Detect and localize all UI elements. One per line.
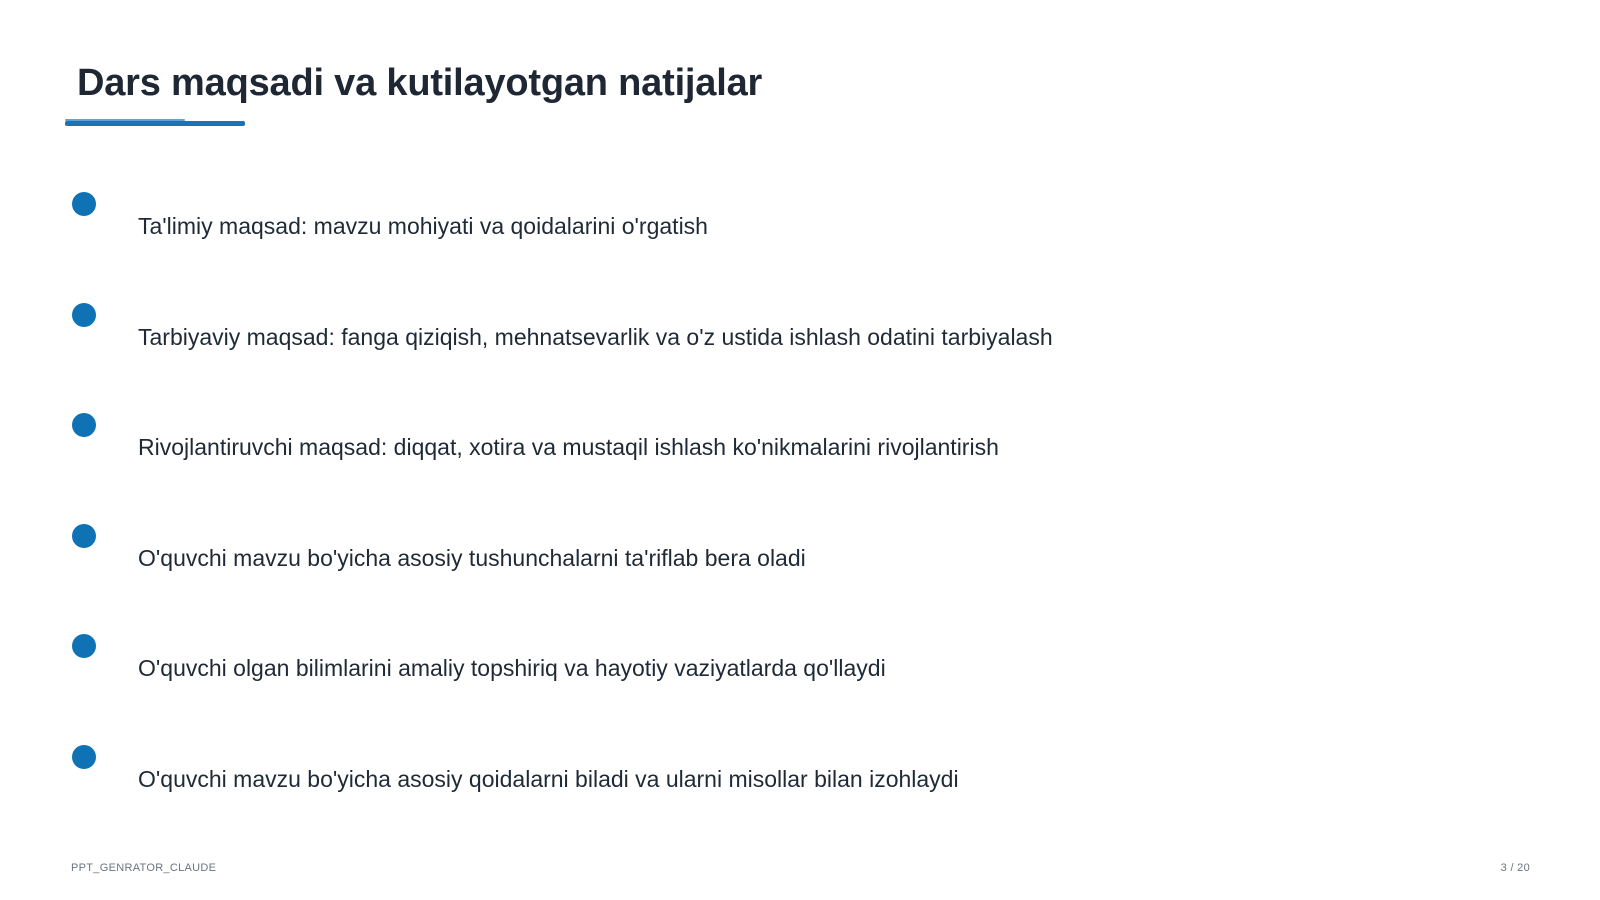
bullet-text: O'quvchi olgan bilimlarini amaliy topshiriq va hayotiy vaziyatlarda qo'llaydi — [138, 655, 886, 681]
bullet-text: Rivojlantiruvchi maqsad: diqqat, xotira va mustaqil ishlash ko'nikmalarini rivojlantirish — [138, 434, 999, 460]
footer-source-label: PPT_GENRATOR_CLAUDE — [71, 862, 217, 874]
bullet-item — [72, 745, 1472, 805]
bullet-text: Tarbiyaviy maqsad: fanga qiziqish, mehnatsevarlik va o'z ustida ishlash odatini tarbiyalash — [138, 324, 1053, 350]
footer-page-indicator: 3 / 20 — [1500, 862, 1530, 874]
bullet-dot-icon — [72, 303, 96, 327]
bullet-item — [72, 634, 1472, 694]
bullet-item — [72, 303, 1472, 363]
bullet-dot-icon — [72, 192, 96, 216]
bullet-dot-icon — [72, 634, 96, 658]
bullet-item — [72, 524, 1472, 584]
bullet-item — [72, 192, 1472, 252]
bullet-dot-icon — [72, 413, 96, 437]
bullet-item — [72, 413, 1472, 473]
slide-title: Dars maqsadi va kutilayotgan natijalar — [77, 62, 763, 104]
bullet-dot-icon — [72, 745, 96, 769]
bullet-text: Ta'limiy maqsad: mavzu mohiyati va qoidalarini o'rgatish — [138, 213, 708, 239]
bullet-text: O'quvchi mavzu bo'yicha asosiy qoidalarni biladi va ularni misollar bilan izohlaydi — [138, 766, 959, 792]
bullet-text: O'quvchi mavzu bo'yicha asosiy tushunchalarni ta'riflab bera oladi — [138, 545, 806, 571]
bullet-dot-icon — [72, 524, 96, 548]
